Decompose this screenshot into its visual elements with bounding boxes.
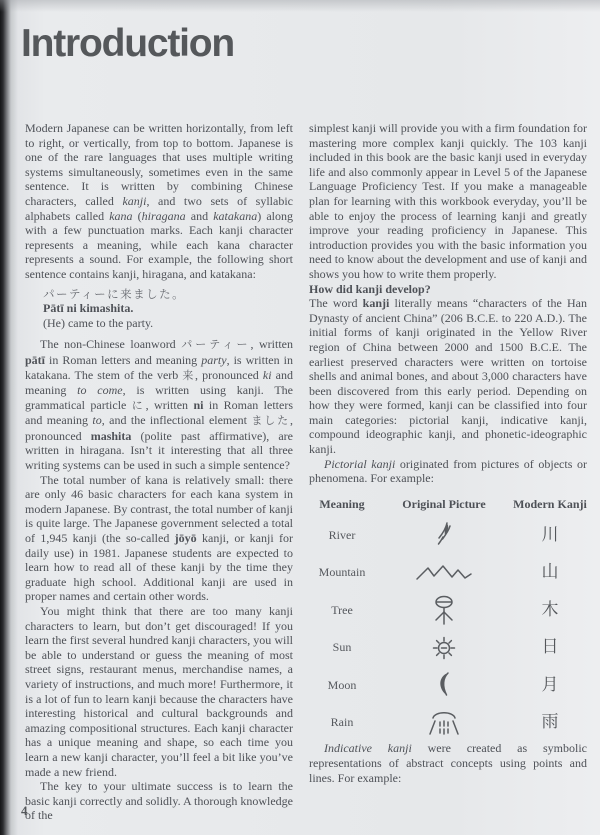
table-row (309, 591, 587, 629)
modern-kanji-tree: 木 (541, 599, 559, 620)
meaning-label: Sun (332, 640, 352, 655)
example-sentence-block (43, 287, 293, 331)
table-row (309, 666, 587, 704)
table-row (309, 516, 587, 554)
paragraph: The word kanji literally means “characters of the Han Dynasty of ancient China” (206 B.C.E. to 220 A.D.). The initial forms of kanji originated in the Yellow River region of China between 2000 and 1500 B.C.E. The earliest preserved characters were written on tortoise shells and animal bones, and about 3,000 characters have been discovered from this early period. Depending on how they were formed, kanji can be classified into four main categories: pictorial kanji, indicative kanji, compound ideographic kanji, and phonetic-ideographic kanji. (309, 296, 587, 457)
page-title: Introduction (21, 22, 235, 65)
moon-pictograph-icon (375, 671, 513, 699)
example-translation: (He) came to the party. (43, 315, 154, 330)
modern-kanji-river: 川 (541, 524, 559, 545)
left-column (25, 121, 293, 823)
paragraph: You might think that there are too many kanji characters to learn, but don’t get discouraged! If you learn the first several hundred kanji characters, you will be able to understand or guess the meaning of most street signs, restaurant menus, merchandise names, a variety of instructions, and much more! Furthermore, it is a lot of fun to learn kanji because the characters have interesting historical and cultural backgrounds and amazing compositional structures. Each kanji character has a unique meaning and shape, so each time you learn a new kanji character, you’ll feel a bit like you’ve made a new friend. (25, 604, 293, 779)
paragraph: The non-Chinese loanword パーティー, written pātī in Roman letters and meaning party, is written in katakana. The stem of the verb 来, pronounced ki and meaning to come, is written using kanji. The grammatical particle に, written ni in Roman letters and meaning to, and the inflectional element ました, pronounced mashita (polite past affirmative), are written in hiragana. Isn’t it interesting that all three writing systems can be used in such a simple sentence? (25, 337, 294, 473)
modern-kanji-moon: 月 (541, 674, 559, 695)
book-edge-shadow (0, 0, 10, 835)
meaning-label: River (328, 527, 356, 542)
column-header-meaning: Meaning (319, 496, 365, 511)
pictorial-kanji-table (309, 497, 587, 742)
table-header-row (309, 497, 587, 512)
meaning-label: Mountain (318, 565, 366, 580)
meaning-label: Rain (330, 715, 354, 730)
table-row (309, 554, 587, 592)
paragraph: simplest kanji will provide you with a firm foundation for mastering more complex kanji quickly. The 103 kanji included in this book are the basic kanji used in everyday life and also commonly appear in Level 5 of the Japanese Language Proficiency Test. If you make a manageable plan for learning with this workbook everyday, you’ll be able to enjoy the process of learning kanji and greatly improve your reading proficiency in Japanese. This introduction provides you with the basic information you need to know about the development and use of kanji and shows you how to write them properly. (309, 121, 587, 281)
section-heading: How did kanji develop? (309, 281, 431, 296)
meaning-label: Moon (327, 677, 357, 692)
table-row (309, 629, 587, 667)
paragraph: Modern Japanese can be written horizontally, from left to right, or vertically, from top to bottom. Japanese is one of the rare languages that uses multiple writing systems simultaneously, sometimes even in the same sentence. It is written by combining Chinese characters, called kanji, and two sets of syllabic alphabets called kana (hiragana and katakana) along with a few punctuation marks. Each kanji character represents a meaning, while each kana character represents a sound. For example, the following short sentence contains kanji, hiragana, and katakana: (25, 121, 294, 281)
mountain-pictograph-icon (375, 564, 513, 582)
paragraph: Pictorial kanji originated from pictures of objects or phenomena. For example: (309, 456, 588, 486)
right-column (309, 121, 587, 823)
page-number: 4 (21, 803, 28, 818)
river-pictograph-icon (375, 521, 513, 549)
column-header-original-picture: Original Picture (402, 496, 486, 511)
example-japanese: パーティーに来ました。 (43, 286, 186, 301)
table-row (309, 704, 587, 742)
paragraph: Indicative kanji were created as symbolic representations of abstract concepts using points and lines. For example: (309, 741, 587, 785)
modern-kanji-sun: 日 (541, 637, 559, 658)
paragraph: The key to your ultimate success is to learn the basic kanji correctly and solidly. A thorough knowledge of the (25, 779, 293, 823)
modern-kanji-mountain: 山 (541, 562, 559, 583)
example-romaji: Pātī ni kimashita. (43, 301, 134, 316)
sun-pictograph-icon (375, 634, 513, 662)
rain-pictograph-icon (375, 708, 513, 738)
meaning-label: Tree (331, 602, 353, 617)
tree-pictograph-icon (375, 594, 513, 626)
two-column-text (25, 121, 587, 823)
column-header-modern-kanji: Modern Kanji (513, 496, 587, 511)
modern-kanji-rain: 雨 (541, 712, 559, 733)
paragraph: The total number of kana is relatively small: there are only 46 basic characters for each kana system in modern Japanese. By contrast, the total number of kanji is quite large. The Japanese government selected a total of 1,945 kanji (the so-called jōyō kanji, or kanji for daily use) in 1981. Japanese students are expected to learn how to read all of these kanji by the time they graduate high school. Additional kanji are used in proper names and certain other words. (25, 472, 293, 604)
